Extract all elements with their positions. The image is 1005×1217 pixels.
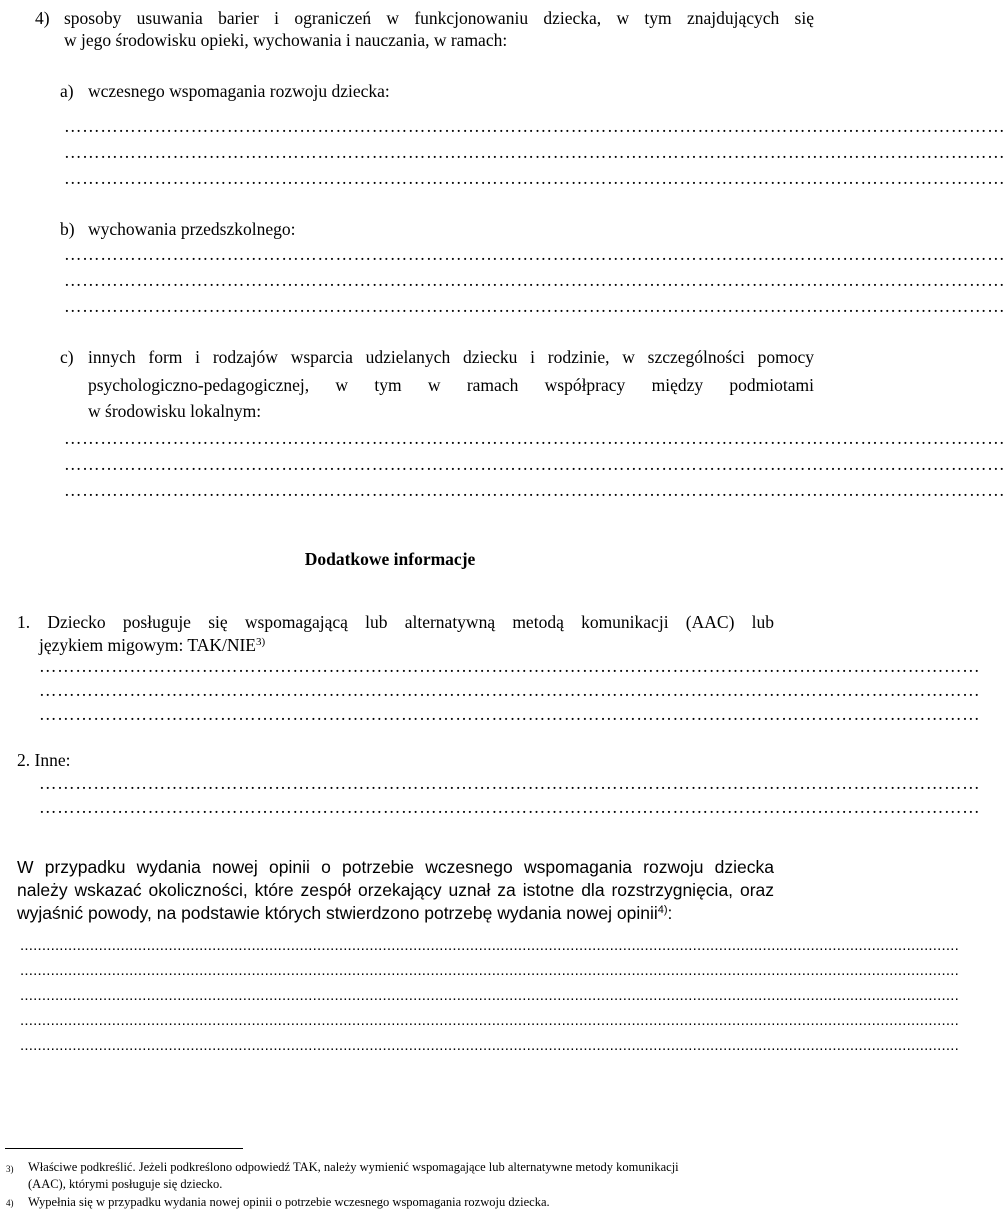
answer-line-final-1[interactable]: ....................................................................................................................................................................................................................... <box>20 937 960 954</box>
final-paragraph-line3: wyjaśnić powody, na podstawie których stwierdzono potrzebę wydania nowej opinii$^{4)}$: <box>17 903 673 923</box>
answer-line-b-1[interactable]: ………………………………………………………………………………………………………………………………………… <box>64 244 1005 264</box>
footnote-4-line1: Wypełnia się w przypadku wydania nowej opinii o potrzebie wczesnego wspomagania rozwoju dziecka. <box>28 1195 550 1209</box>
footnote-3-mark: 3) <box>6 1164 14 1174</box>
item4-text-line2: w jego środowisku opieki, wychowania i nauczania, w ramach: <box>64 30 508 50</box>
answer-line-c-2[interactable]: ………………………………………………………………………………………………………………………………………… <box>64 454 1005 474</box>
item-number: 4) <box>35 8 50 28</box>
subitem-c-line2: psychologiczno-pedagogicznej, w tym w ramach współpracy między podmiotami <box>88 375 814 395</box>
answer-line-a-2[interactable]: ………………………………………………………………………………………………………………………………………… <box>64 142 1005 162</box>
subitem-letter-a: a) <box>60 81 74 101</box>
answer-line-add1-1[interactable]: ………………………………………………………………………………………………………………………………………… <box>39 656 981 676</box>
section-title: Dodatkowe informacje <box>304 549 476 569</box>
footnote-4-mark: 4) <box>6 1198 14 1208</box>
answer-line-b-3[interactable]: ………………………………………………………………………………………………………………………………………… <box>64 296 1005 316</box>
footnote-3-line1: Właściwe podkreślić. Jeżeli podkreślono odpowiedź TAK, należy wymienić wspomagające lub alternatywne metody komunikacji <box>28 1160 679 1174</box>
final-paragraph-line1: W przypadku wydania nowej opinii o potrzebie wczesnego wspomagania rozwoju dziecka <box>17 857 774 877</box>
answer-line-final-5[interactable]: ....................................................................................................................................................................................................................... <box>20 1037 960 1054</box>
subitem-letter-b: b) <box>60 219 75 239</box>
answer-line-final-3[interactable]: ....................................................................................................................................................................................................................... <box>20 987 960 1004</box>
subitem-letter-c: c) <box>60 347 74 367</box>
footnote-3-line2: (AAC), którymi posługuje się dziecko. <box>28 1177 223 1191</box>
answer-line-add1-3[interactable]: ………………………………………………………………………………………………………………………………………… <box>39 704 981 724</box>
final-paragraph-line2: należy wskazać okoliczności, które zespół orzekający uznał za istotne dla rozstrzygnięcia, oraz <box>17 880 774 900</box>
subitem-c-line1: innych form i rodzajów wsparcia udzielanych dziecku i rodzinie, w szczególności pomocy <box>88 347 814 367</box>
answer-line-c-3[interactable]: ………………………………………………………………………………………………………………………………………… <box>64 480 1005 500</box>
answer-line-a-3[interactable]: ………………………………………………………………………………………………………………………………………… <box>64 168 1005 188</box>
answer-line-c-1[interactable]: ………………………………………………………………………………………………………………………………………… <box>64 428 1005 448</box>
subitem-b-label: wychowania przedszkolnego: <box>88 219 296 239</box>
subitem-c-line3: w środowisku lokalnym: <box>88 401 262 421</box>
footnote-ref-4: 4) <box>657 904 668 916</box>
additional-item-1-line1: 1. Dziecko posługuje się wspomagającą lub alternatywną metodą komunikacji (AAC) lub <box>17 612 774 632</box>
additional-item-2-label: 2. Inne: <box>17 750 71 770</box>
answer-line-final-4[interactable]: ....................................................................................................................................................................................................................... <box>20 1012 960 1029</box>
item4-text-line1: sposoby usuwania barier i ograniczeń w funkcjonowaniu dziecka, w tym znajdujących się <box>64 8 814 28</box>
footnote-separator <box>5 1148 243 1149</box>
answer-line-add1-2[interactable]: ………………………………………………………………………………………………………………………………………… <box>39 680 981 700</box>
footnote-ref-3: 3) <box>256 636 266 648</box>
additional-item-1-line2: językiem migowym: TAK/NIE$^{3)}$ <box>39 635 266 655</box>
answer-line-add2-1[interactable]: ………………………………………………………………………………………………………………………………………… <box>39 773 981 793</box>
answer-line-add2-2[interactable]: ………………………………………………………………………………………………………………………………………… <box>39 797 981 817</box>
answer-line-a-1[interactable]: ………………………………………………………………………………………………………………………………………… <box>64 116 1005 136</box>
answer-line-b-2[interactable]: ………………………………………………………………………………………………………………………………………… <box>64 270 1005 290</box>
subitem-a-label: wczesnego wspomagania rozwoju dziecka: <box>88 81 390 101</box>
answer-line-final-2[interactable]: ....................................................................................................................................................................................................................... <box>20 962 960 979</box>
